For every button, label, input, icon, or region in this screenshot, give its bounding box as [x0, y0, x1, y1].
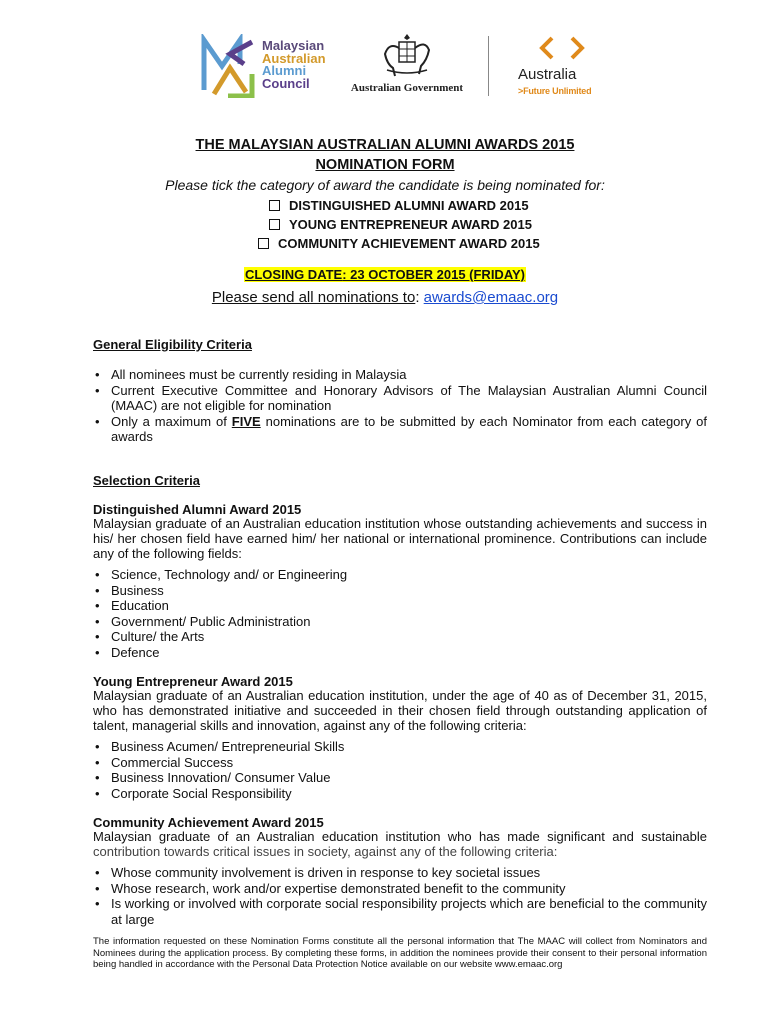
chevron-brackets-icon [538, 36, 586, 66]
instruction-text: Please tick the category of award the candidate is being nominated for: [165, 177, 605, 193]
award-option-label: COMMUNITY ACHIEVEMENT AWARD 2015 [278, 236, 540, 251]
send-instructions: Please send all nominations to: awards@emaac.org [211, 289, 559, 306]
closing-date-highlight: CLOSING DATE: 23 OCTOBER 2015 (FRIDAY) [244, 267, 526, 282]
list-item: • Commercial Success [93, 755, 707, 771]
form-subtitle: NOMINATION FORM [315, 157, 455, 173]
coat-of-arms-icon [377, 30, 437, 78]
selection-heading: Selection Criteria [93, 473, 200, 488]
list-item: • Business [93, 583, 707, 599]
community-list [93, 865, 707, 927]
award-option-distinguished[interactable] [269, 198, 529, 213]
maac-logo-mark-icon [200, 34, 258, 98]
government-name: Australian Government [350, 82, 464, 94]
closing-date [0, 266, 770, 284]
award-option-young-entrepreneur[interactable] [269, 217, 532, 232]
header-logos [0, 30, 770, 100]
community-heading: Community Achievement Award 2015 [93, 815, 324, 830]
checkbox-young-entrepreneur[interactable] [269, 219, 280, 230]
list-item: • Business Innovation/ Consumer Value [93, 770, 707, 786]
maac-logo [200, 34, 340, 98]
list-item: • Whose community involvement is driven in response to key societal issues [93, 865, 707, 881]
email-link[interactable]: awards@emaac.org [423, 289, 559, 306]
list-item: • Education [93, 598, 707, 614]
form-title: THE MALAYSIAN AUSTRALIAN ALUMNI AWARDS 2015 [195, 137, 575, 153]
distinguished-list [93, 567, 707, 660]
community-description: Malaysian graduate of an Australian education institution who has made significant and sustainable contribution towards critical issues in society, against any of the following criteria: [93, 829, 707, 859]
list-item: • Government/ Public Administration [93, 614, 707, 630]
award-option-community[interactable] [258, 236, 540, 251]
list-item: • Current Executive Committee and Honorary Advisors of The Malaysian Australian Alumni Council (MAAC) are not eligible for nomination [93, 383, 707, 414]
list-item: • Corporate Social Responsibility [93, 786, 707, 802]
maac-logo-text: Malaysian Australian Alumni Council [262, 38, 326, 91]
young-entrepreneur-list [93, 739, 707, 801]
list-item: • Defence [93, 645, 707, 661]
checkbox-community[interactable] [258, 238, 269, 249]
australia-brand-name: Australia [518, 66, 577, 83]
young-entrepreneur-description: Malaysian graduate of an Australian education institution, under the age of 40 as of December 31, 2015, who has demonstrated initiative and succeeded in their chosen field through outstanding application of talent, managerial skills and innovation, against any of the following criteria: [93, 688, 707, 733]
eligibility-heading: General Eligibility Criteria [93, 337, 252, 352]
list-item: • Whose research, work and/or expertise demonstrated benefit to the community [93, 881, 707, 897]
young-entrepreneur-heading: Young Entrepreneur Award 2015 [93, 674, 293, 689]
list-item: • Only a maximum of FIVE nominations are to be submitted by each Nominator from each category of awards [93, 414, 707, 445]
distinguished-heading: Distinguished Alumni Award 2015 [93, 502, 302, 517]
send-label: Please send all nominations to [211, 289, 416, 306]
award-option-label: YOUNG ENTREPRENEUR AWARD 2015 [289, 217, 532, 232]
award-option-label: DISTINGUISHED ALUMNI AWARD 2015 [289, 198, 529, 213]
privacy-footer-note: The information requested on these Nomination Forms constitute all the personal information that The MAAC will collect from Nominators and Nominees during the application process. By completing these forms, in addition the nominees provide their consent to their personal information being handled in accordance with the Personal Data Protection Notice available on our website www.emaac.org [93, 936, 707, 970]
checkbox-distinguished[interactable] [269, 200, 280, 211]
logo-divider [488, 36, 489, 96]
list-item: • Business Acumen/ Entrepreneurial Skills [93, 739, 707, 755]
australia-tagline: >Future Unlimited [518, 86, 592, 96]
list-item: • Is working or involved with corporate social responsibility projects which are beneficial to the community at large [93, 896, 707, 927]
eligibility-list [93, 367, 707, 445]
list-item: • All nominees must be currently residing in Malaysia [93, 367, 707, 383]
distinguished-description: Malaysian graduate of an Australian education institution whose outstanding achievements and success in his/ her chosen field have earned him/ her national or international prominence. Contributions can include any of the following fields: [93, 516, 707, 561]
list-item: • Culture/ the Arts [93, 629, 707, 645]
australia-future-unlimited-logo [508, 34, 598, 100]
list-item: • Science, Technology and/ or Engineering [93, 567, 707, 583]
australian-government-logo [345, 30, 469, 100]
